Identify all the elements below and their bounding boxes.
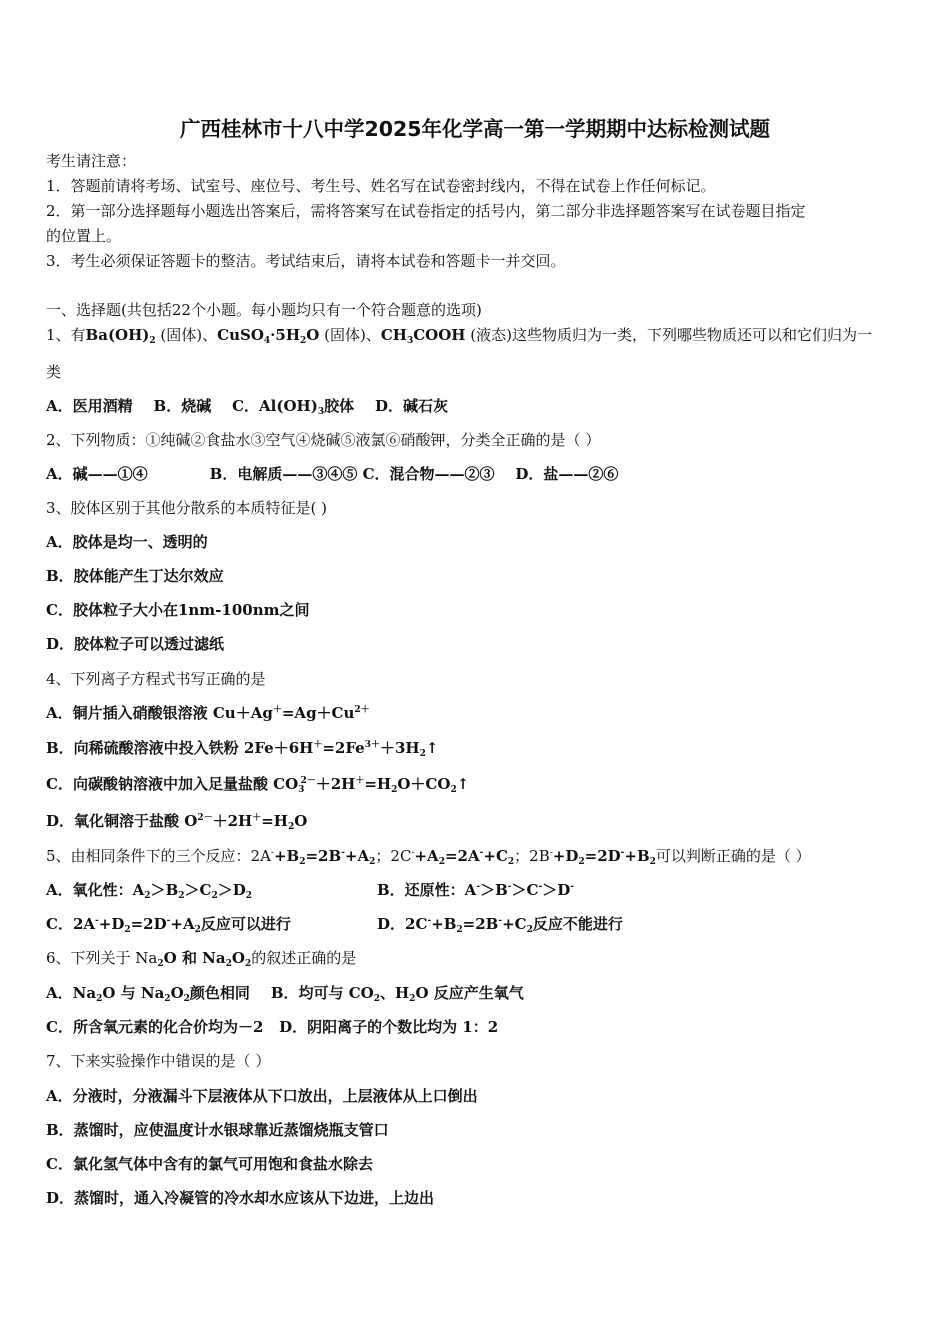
option-b: B．向稀硫酸溶液中投入铁粉 $2Fe+6H^+=2Fe^{3+}+3H_2↑$ bbox=[46, 739, 439, 759]
question-5-options-row-2 bbox=[46, 914, 906, 934]
option-a: A．氧化性：$A_2>B_2>C_2>D_2$ bbox=[46, 881, 253, 901]
option-c: C．胶体粒子大小在1nm-100nm之间 bbox=[46, 601, 310, 619]
notice-item: 1．答题前请将考场、试室号、座位号、考生号、姓名写在试卷密封线内，不得在试卷上作任何标记。 bbox=[46, 177, 716, 195]
question-6-options-row-1 bbox=[46, 983, 524, 1003]
notice-item: 2．第一部分选择题每小题选出答案后，需将答案写在试卷指定的括号内，第二部分非选择题答案写在试卷题目指定 bbox=[46, 202, 806, 220]
page-title: 广西桂林市十八中学2025年化学高一第一学期期中达标检测试题 bbox=[179, 117, 771, 141]
option-a: A．胶体是均一、透明的 bbox=[46, 533, 208, 551]
question-1-options bbox=[46, 396, 448, 416]
notice-item: 的位置上。 bbox=[46, 227, 122, 245]
option-c: C．向碳酸钠溶液中加入足量盐酸 $CO_3^{2-}+2H^+=H_2O+CO_2↑$ bbox=[46, 775, 470, 795]
question-2-options bbox=[46, 464, 618, 484]
question-1-stem-continued: 类 bbox=[46, 363, 62, 381]
notice-heading: 考生请注意： bbox=[46, 152, 137, 170]
option-a: A．铜片插入硝酸银溶液 $Cu+Ag^+=Ag+Cu^{2+}$ bbox=[46, 704, 370, 722]
option-b: B．胶体能产生丁达尔效应 bbox=[46, 567, 224, 585]
option-d: D．氧化铜溶于盐酸 $O^{2-}+2H^+=H_2O$ bbox=[46, 812, 308, 832]
option-c: C．氯化氢气体中含有的氯气可用饱和食盐水除去 bbox=[46, 1155, 373, 1173]
option-d: D．盐——②⑥ bbox=[515, 465, 619, 483]
option-b: B．均可与 $CO_2$、$H_2O$ 反应产生氧气 bbox=[270, 984, 524, 1004]
notice-item: 3．考生必须保证答题卡的整洁。考试结束后，请将本试卷和答题卡一并交回。 bbox=[46, 252, 566, 270]
question-3-stem: 3、胶体区别于其他分散系的本质特征是( ) bbox=[46, 499, 328, 517]
option-c: C．所含氧元素的化合价均为－2 bbox=[46, 1018, 264, 1036]
option-d: D．阴阳离子的个数比均为 1：2 bbox=[279, 1018, 499, 1036]
option-a: A．碱——①④ bbox=[46, 465, 148, 483]
option-b: B．还原性：A-＞B-＞C-＞D- bbox=[377, 881, 575, 899]
question-1-stem: 1、有$Ba(OH)_2$ (固体)、$CuSO_4\cdot 5H_2O$ (固体)、$CH_3COOH$ (液态)这些物质归为一类，下列哪些物质还可以和它们归为一 bbox=[46, 326, 872, 346]
question-7-stem: 7、下来实验操作中错误的是（ ） bbox=[46, 1052, 271, 1070]
option-d: D．$2C^-+B_2=2B^-+C_2$反应不能进行 bbox=[377, 915, 623, 935]
question-4-stem: 4、下列离子方程式书写正确的是 bbox=[46, 670, 266, 688]
option-c: C．$Al(OH)_3$胶体 bbox=[232, 397, 355, 417]
option-d: D．胶体粒子可以透过滤纸 bbox=[46, 635, 225, 653]
option-a: A．$Na_2O$ 与 $Na_2O_2$颜色相同 bbox=[46, 984, 250, 1004]
option-a: A．分液时，分液漏斗下层液体从下口放出，上层液体从上口倒出 bbox=[46, 1087, 478, 1105]
option-b: B．电解质——③④⑤ bbox=[209, 465, 358, 483]
option-c: C．混合物——②③ bbox=[362, 465, 495, 483]
option-d: D．蒸馏时，通入冷凝管的冷水却水应该从下边进，上边出 bbox=[46, 1189, 435, 1207]
question-6-stem: 6、下列关于 $Na_2O$ 和 $Na_2O_2$的叙述正确的是 bbox=[46, 949, 357, 969]
question-5-stem: 5、由相同条件下的三个反应：$2A^-+B_2=2B^-+A_2$；$2C^-+A_2=2A^-+C_2$；$2B^-+D_2=2D^-+B_2$可以判断正确的是（ ） bbox=[46, 847, 811, 867]
question-6-options-row-2 bbox=[46, 1017, 498, 1037]
option-c: C．$2A^-+D_2=2D^-+A_2$反应可以进行 bbox=[46, 915, 291, 935]
option-a: A．医用酒精 bbox=[46, 397, 133, 415]
section-heading: 一、选择题(共包括22个小题。每小题均只有一个符合题意的选项) bbox=[46, 301, 482, 319]
question-5-options-row-1 bbox=[46, 880, 906, 900]
option-b: B．烧碱 bbox=[153, 397, 212, 415]
option-d: D．碱石灰 bbox=[375, 397, 449, 415]
question-2-stem: 2、下列物质：①纯碱②食盐水③空气④烧碱⑤液氯⑥硝酸钾，分类全正确的是（ ） bbox=[46, 431, 601, 449]
option-b: B．蒸馏时，应使温度计水银球靠近蒸馏烧瓶支管口 bbox=[46, 1121, 389, 1139]
